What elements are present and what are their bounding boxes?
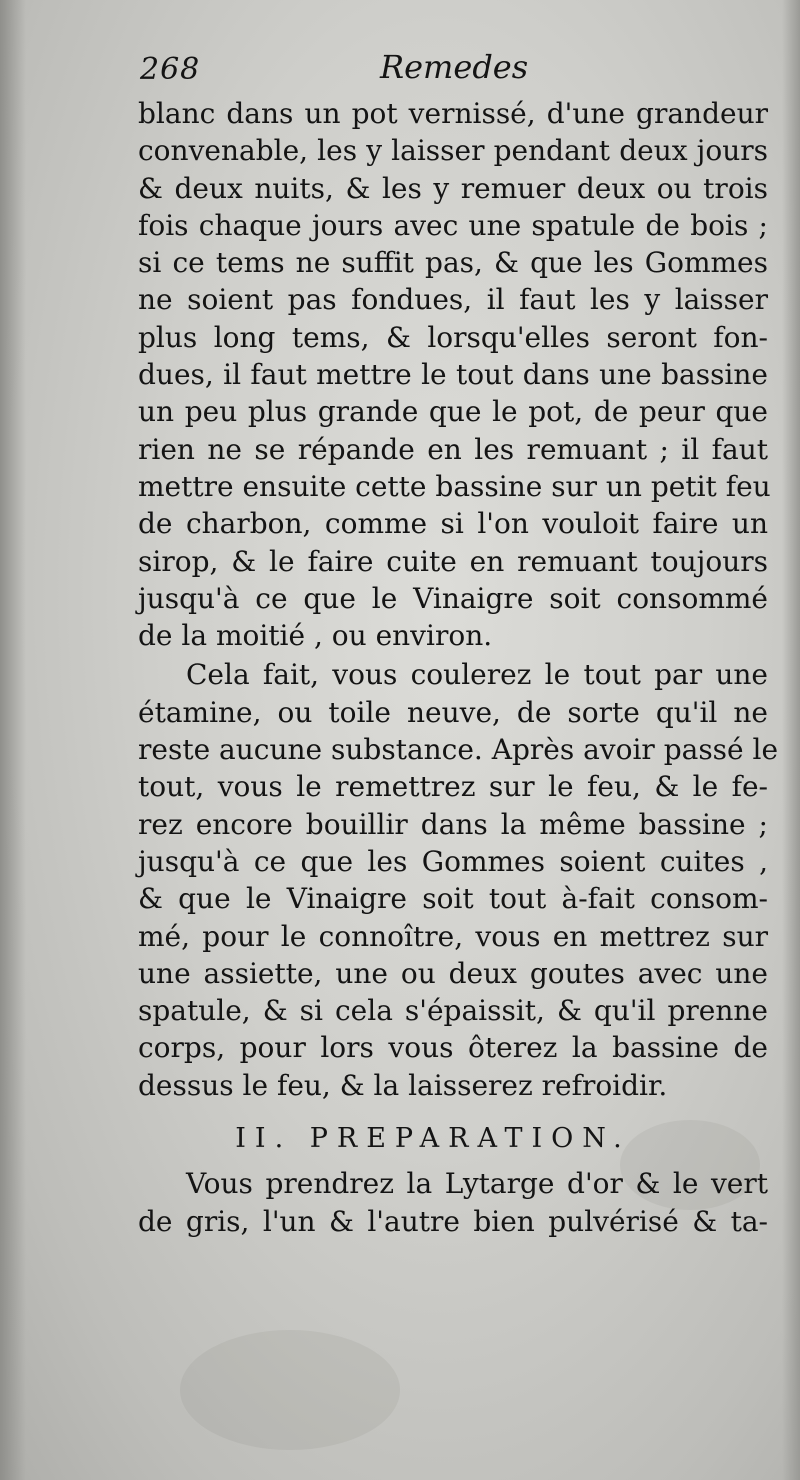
- text-line: dessus le feu, & la laisserez refroidir.: [138, 1068, 668, 1102]
- text-line: convenable, les y laisser pendant deux jours: [138, 134, 768, 168]
- text-line: un peu plus grande que le pot, de peur que: [138, 395, 768, 429]
- text-line: mettre ensuite cette bassine sur un petit feu: [138, 469, 771, 503]
- text-line: de la moitié , ou environ.: [138, 619, 493, 653]
- text-line: de charbon, comme si l'on vouloit faire un: [138, 507, 768, 541]
- text-line: sirop, & le faire cuite en remuant toujours: [138, 544, 768, 578]
- text-line: & deux nuits, & les y remuer deux ou trois: [138, 171, 768, 205]
- text-line: une assiette, une ou deux goutes avec une: [138, 956, 768, 990]
- paragraph: [138, 1165, 768, 1240]
- text-line: blanc dans un pot vernissé, d'une grandeur: [138, 97, 768, 130]
- text-line: Vous prendrez la Lytarge d'or & le vert: [186, 1167, 768, 1201]
- text-line: & que le Vinaigre soit tout à-fait consom-: [138, 882, 768, 916]
- paragraph: [138, 656, 779, 1104]
- text-line: Cela fait, vous coulerez le tout par une: [186, 658, 768, 692]
- text-line: tout, vous le remettrez sur le feu, & le fe-: [138, 770, 768, 804]
- text-line: ne soient pas fondues, il faut les y laisser: [138, 283, 768, 317]
- text-line: mé, pour le connoître, vous en mettrez sur: [138, 919, 768, 953]
- text-line: spatule, & si cela s'épaissit, & qu'il prenne: [138, 994, 768, 1028]
- text-line: rien ne se répande en les remuant ; il faut: [138, 432, 768, 466]
- section-heading: II. PREPARATION.: [235, 1123, 631, 1155]
- body-text: [138, 95, 779, 1240]
- text-line: rez encore bouillir dans la même bassine ;: [138, 807, 768, 841]
- paragraph-continued: [138, 95, 771, 654]
- text-line: plus long tems, & lorsqu'elles seront fon-: [138, 320, 768, 354]
- running-head: Remedes: [380, 48, 529, 86]
- text-line: étamine, ou toile neuve, de sorte qu'il ne: [138, 695, 768, 729]
- paper-stain: [180, 1330, 400, 1450]
- text-line: jusqu'à ce que le Vinaigre soit consommé: [138, 581, 768, 615]
- page-header: [140, 48, 760, 98]
- text-line: de gris, l'un & l'autre bien pulvérisé & ta-: [138, 1204, 768, 1238]
- text-line: si ce tems ne suffit pas, & que les Gommes: [138, 246, 768, 280]
- text-line: dues, il faut mettre le tout dans une bassine: [138, 358, 768, 392]
- page-number: 268: [140, 52, 201, 87]
- text-line: corps, pour lors vous ôterez la bassine de: [138, 1031, 768, 1065]
- text-line: fois chaque jours avec une spatule de bois ;: [138, 208, 768, 242]
- text-line: reste aucune substance. Après avoir passé le: [138, 733, 779, 767]
- text-line: jusqu'à ce que les Gommes soient cuites ,: [138, 844, 768, 878]
